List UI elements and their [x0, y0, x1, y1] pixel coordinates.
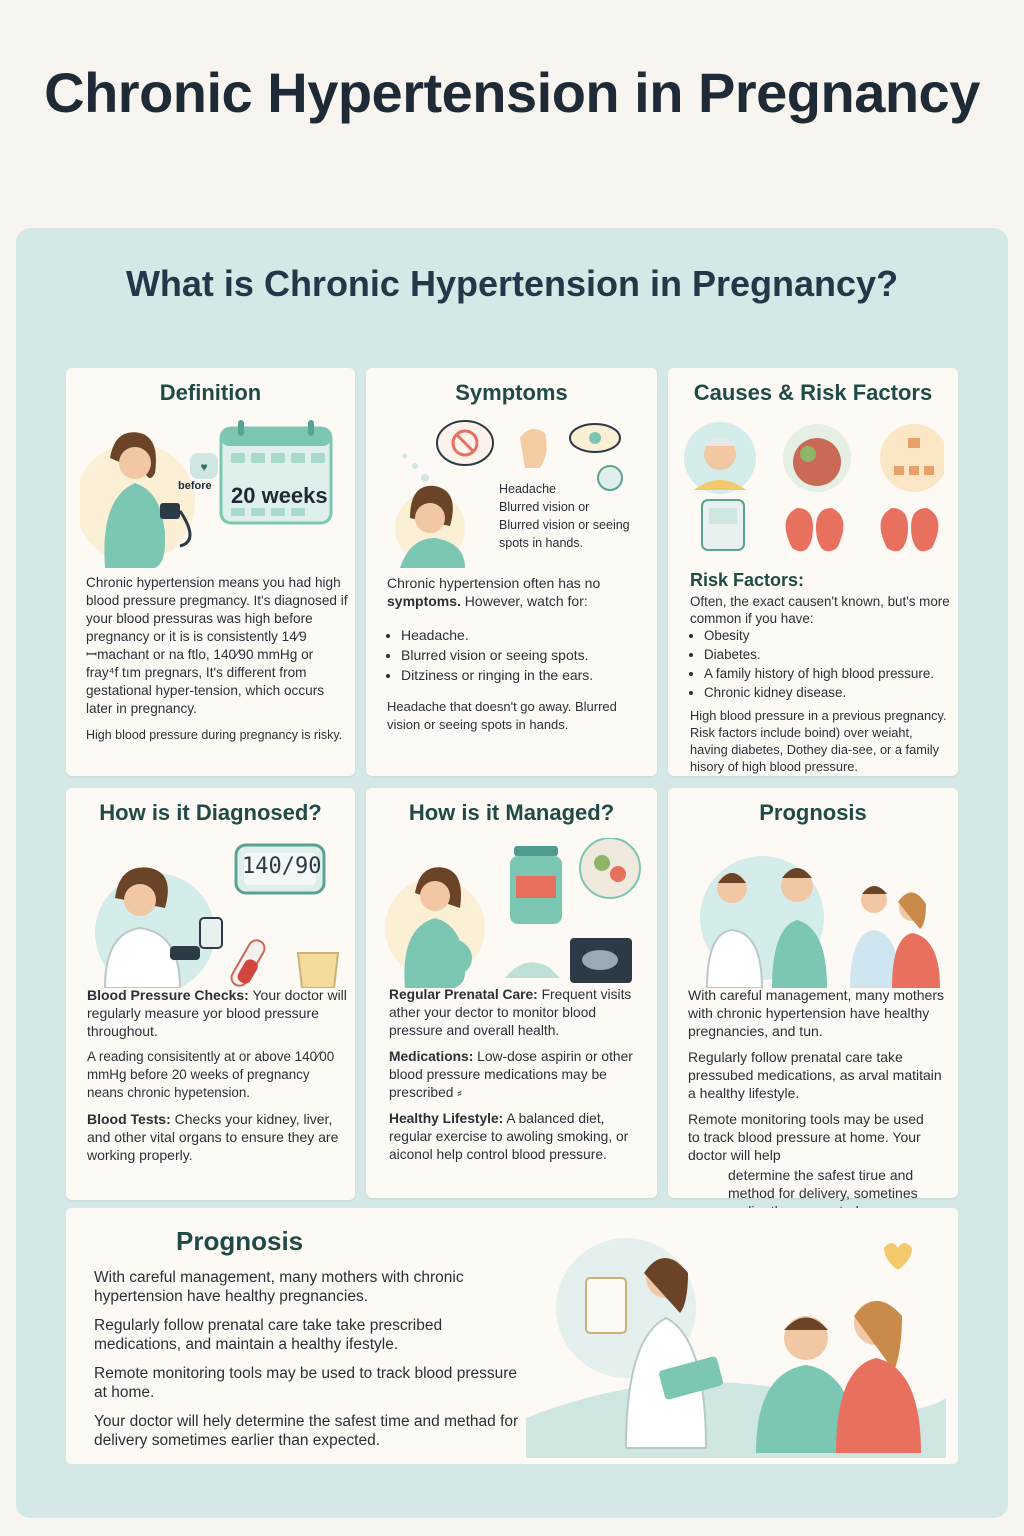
prenatal-care-title: Regular Prenatal Care:	[389, 987, 538, 1002]
prognosis-bottom-heading: Prognosis	[176, 1226, 304, 1256]
svg-text:♥: ♥	[200, 460, 208, 474]
symptoms-card	[366, 368, 657, 776]
symptoms-intro-bold: symptoms.	[387, 593, 461, 609]
prognosis-bottom-p1: With careful management, many mothers with chronic hypertension have healthy pregnancies.	[94, 1269, 464, 1305]
risk-factor-icons-illustration	[682, 418, 944, 568]
lifestyle-text: A balanced diet, regular exercise to awoling smoking, or aiconol help control blood pressure.	[389, 1111, 629, 1162]
medications-text: Low-dose aspirin or other blood pressure medications may be prescribed ⸗	[389, 1049, 633, 1100]
list-item: • Headache.	[401, 626, 649, 644]
causes-note: High blood pressure in a previous pregnancy. Risk factors include boind) over weiaht, having diabetes, Dothey dia-see, or a family hisory of high blood pressure.	[690, 708, 947, 774]
risk-intro: Often, the exact causen't known, but's more common if you have:	[690, 594, 950, 626]
definition-text	[86, 574, 348, 752]
prognosis-p2: Regularly follow prenatal care take pressubed medications, as arval matitain a healthy lifestyle.	[688, 1049, 942, 1101]
blood-tests-title: Blood Tests:	[87, 1111, 171, 1127]
symptoms-note: Headache that doesn't go away. Blurred vision or seeing spots in hands.	[387, 699, 617, 732]
lifestyle-title: Healthy Lifestyle:	[389, 1111, 504, 1126]
causes-text	[690, 572, 952, 783]
list-item: • A family history of high blood pressure.	[704, 665, 952, 682]
prognosis-p3: Remote monitoring tools may be used to track blood pressure at home. Your doctor will help	[688, 1111, 924, 1163]
illus-label: spots in hands.	[499, 536, 584, 550]
managed-heading: How is it Managed?	[408, 800, 615, 825]
blood-tests-text: Checks your kidney, liver, and other vital organs to ensure they are working properly.	[87, 1111, 339, 1163]
family-doctor-illustration	[682, 838, 944, 988]
list-item: • Chronic kidney disease.	[704, 684, 952, 701]
symptoms-illus-labels	[499, 480, 649, 552]
calendar-before-label: before	[178, 480, 212, 492]
prognosis-p4: determine the safest tirue and method for delivery, sometines	[728, 1167, 918, 1201]
management-illustration	[380, 838, 643, 988]
causes-heading: Causes & Risk Factors	[693, 380, 933, 405]
definition-card	[66, 368, 355, 776]
symptoms-intro-rest: However, watch for:	[460, 593, 588, 609]
doctor-and-couple-illustration	[506, 1218, 946, 1458]
prognosis-bottom-p3: Remote monitoring tools may be used to track blood pressure at home.	[94, 1365, 518, 1401]
prognosis-heading: Prognosis	[759, 800, 867, 825]
risk-factors-list	[690, 627, 952, 701]
bp-checks-text: Your doctor will regularly measure yor blood pressure throughout.	[87, 987, 347, 1039]
definition-paragraph: Chronic hypertension means you had high blood pressure pregmancy. It's diagnosed if your blood pressuras was high before pregnancy or it is is consistently 14⁄9 ꟷmachant or na ftlo, 140⁄90 mmHg or fray⁴f tım pregnars, It's different from gestational hyper-tension, which occurs later in pregnancy.	[86, 575, 348, 716]
prognosis-bottom-p4: Your doctor will hely determine the safest time and methad for delivery sometimes earlier than expected.	[94, 1413, 519, 1449]
illus-label: Blurred vision or seeing	[499, 518, 630, 532]
list-item: • Diabetes.	[704, 646, 952, 663]
definition-heading: Definition	[159, 380, 262, 405]
list-item: • Blurred vision or seeing spots.	[401, 646, 649, 664]
symptoms-list	[387, 626, 649, 684]
page-title: Chronic Hypertension in Pregnancy	[44, 61, 980, 124]
prognosis-bottom-p2: Regularly follow prenatal care take take prescribed medications, and maintain a healthy ifestyle.	[94, 1317, 443, 1353]
list-item: • Obesity	[704, 627, 952, 644]
section-subtitle: What is Chronic Hypertension in Pregnancy?	[125, 263, 899, 304]
diagnosed-heading: How is it Diagnosed?	[99, 800, 322, 825]
risk-factors-title: Risk Factors:	[690, 570, 805, 590]
prognosis-card	[668, 788, 958, 1201]
symptoms-heading: Symptoms	[455, 380, 568, 405]
bp-reading: 140/90	[242, 854, 322, 879]
reading-threshold: A reading consisitently at or above 140⁄00 mmHg before 20 weeks of pregnancy neans chronic hypetension.	[87, 1049, 335, 1100]
list-item: • Ditziness or ringing in the ears.	[401, 666, 649, 684]
managed-text	[389, 986, 651, 1172]
managed-card	[366, 788, 657, 1198]
prognosis-bottom-text	[94, 1268, 524, 1460]
prognosis-p1: With careful management, many mothers with chronic hypertension have healthy pregnancies, and tun.	[688, 987, 944, 1039]
medications-title: Medications:	[389, 1049, 474, 1064]
calendar-icon	[216, 418, 336, 528]
calendar-weeks-label: 20 weeks	[231, 483, 328, 508]
illus-label: Headache	[499, 482, 556, 496]
bp-checks-title: Blood Pressure Checks:	[87, 987, 249, 1003]
symptoms-intro: Chronic hypertension often has no	[387, 575, 601, 591]
prognosis-bottom-card	[66, 1208, 958, 1464]
prenatal-care-text: Frequent visits ather your dector to monitor blood pressure and overall health.	[389, 987, 632, 1038]
causes-card	[668, 368, 958, 776]
symptoms-text	[387, 574, 649, 742]
diagnosed-text	[87, 986, 349, 1172]
diagnosed-card	[66, 788, 355, 1200]
prognosis-card-text	[688, 986, 950, 1228]
definition-risk-note: High blood pressure during pregnancy is risky.	[86, 728, 343, 742]
illus-label: Blurred vision or	[499, 500, 590, 514]
